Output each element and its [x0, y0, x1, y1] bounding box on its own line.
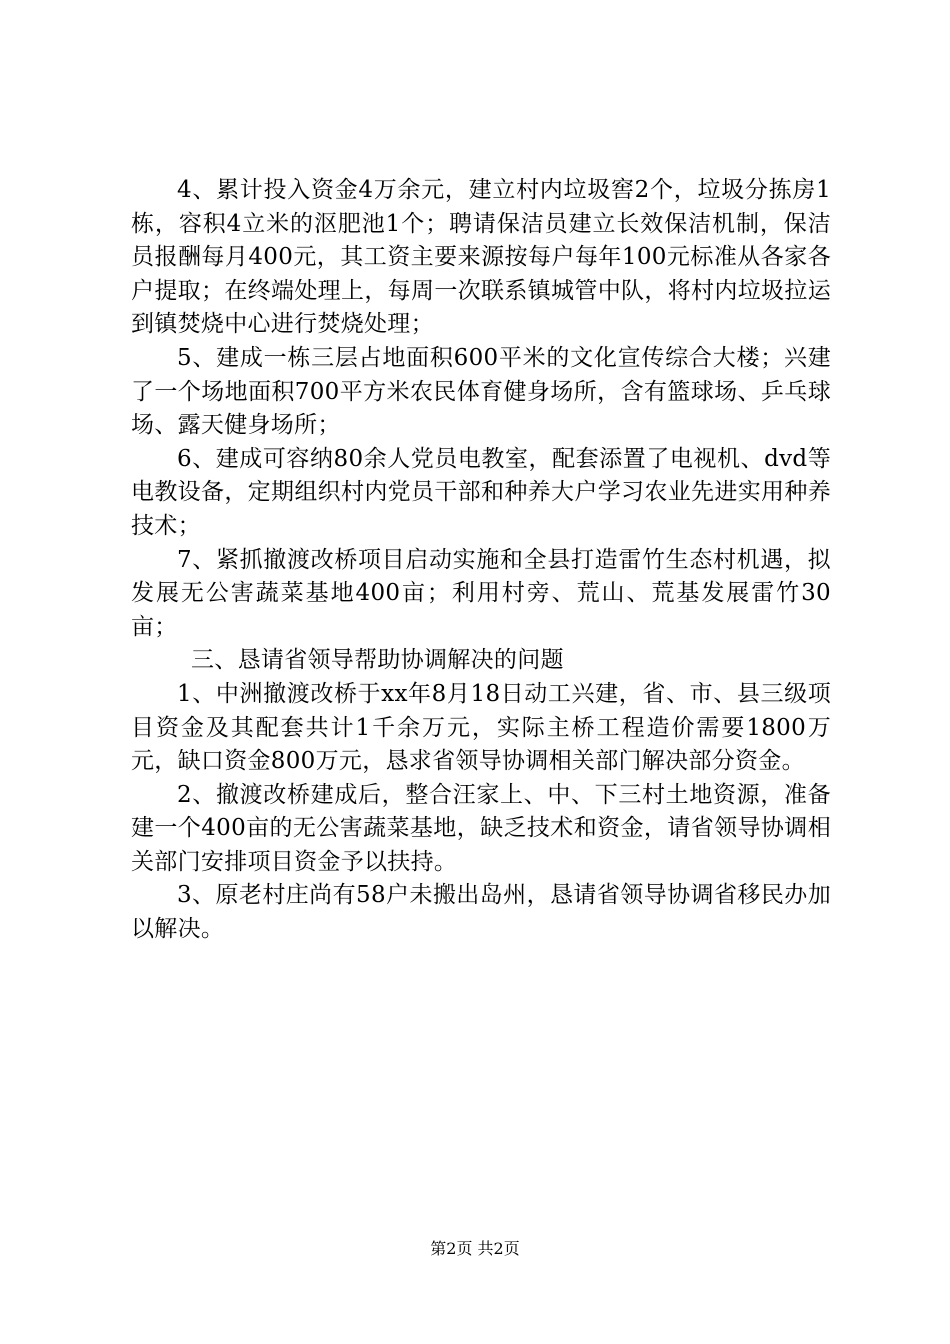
document-body: [131, 174, 831, 947]
paragraph-item-7: 7、紧抓撤渡改桥项目启动实施和全县打造雷竹生态村机遇，拟发展无公害蔬菜基地400亩；利用村旁、荒山、荒基发展雷竹30亩；: [131, 546, 831, 640]
paragraph-item-5: 5、建成一栋三层占地面积600平米的文化宣传综合大楼；兴建了一个场地面积700平方米农民体育健身场所，含有篮球场、乒乓球场、露天健身场所；: [131, 344, 831, 439]
section-heading-3: 三、恳请省领导帮助协调解决的问题: [191, 647, 564, 674]
issue-item-3: 3、原老村庄尚有58户未搬出岛州，恳请省领导协调省移民办加以解决。: [131, 882, 831, 943]
paragraph-item-6: 6、建成可容纳80余人党员电教室，配套添置了电视机、dvd等电教设备，定期组织村内党员干部和种养大户学习农业先进实用种养技术；: [131, 445, 831, 539]
page-number-label: 第2页 共2页: [430, 1239, 520, 1258]
issue-item-1: 1、中洲撤渡改桥于xx年8月18日动工兴建，省、市、县三级项目资金及其配套共计1千余万元，实际主桥工程造价需要1800万元，缺口资金800万元，恳求省领导协调相关部门解决部分资金。: [131, 680, 831, 775]
page-footer: [0, 1239, 950, 1259]
paragraph-item-4: 4、累计投入资金4万余元，建立村内垃圾窖2个，垃圾分拣房1栋，容积4立米的沤肥池1个；聘请保洁员建立长效保洁机制，保洁员报酬每月400元，其工资主要来源按每户每年100元标准从各家各户提取；在终端处理上，每周一次联系镇城管中队，将村内垃圾拉运到镇焚烧中心进行焚烧处理；: [131, 177, 831, 338]
issue-item-2: 2、撤渡改桥建成后，整合汪家上、中、下三村土地资源，准备建一个400亩的无公害蔬菜基地，缺乏技术和资金，请省领导协调相关部门安排项目资金予以扶持。: [131, 781, 831, 875]
